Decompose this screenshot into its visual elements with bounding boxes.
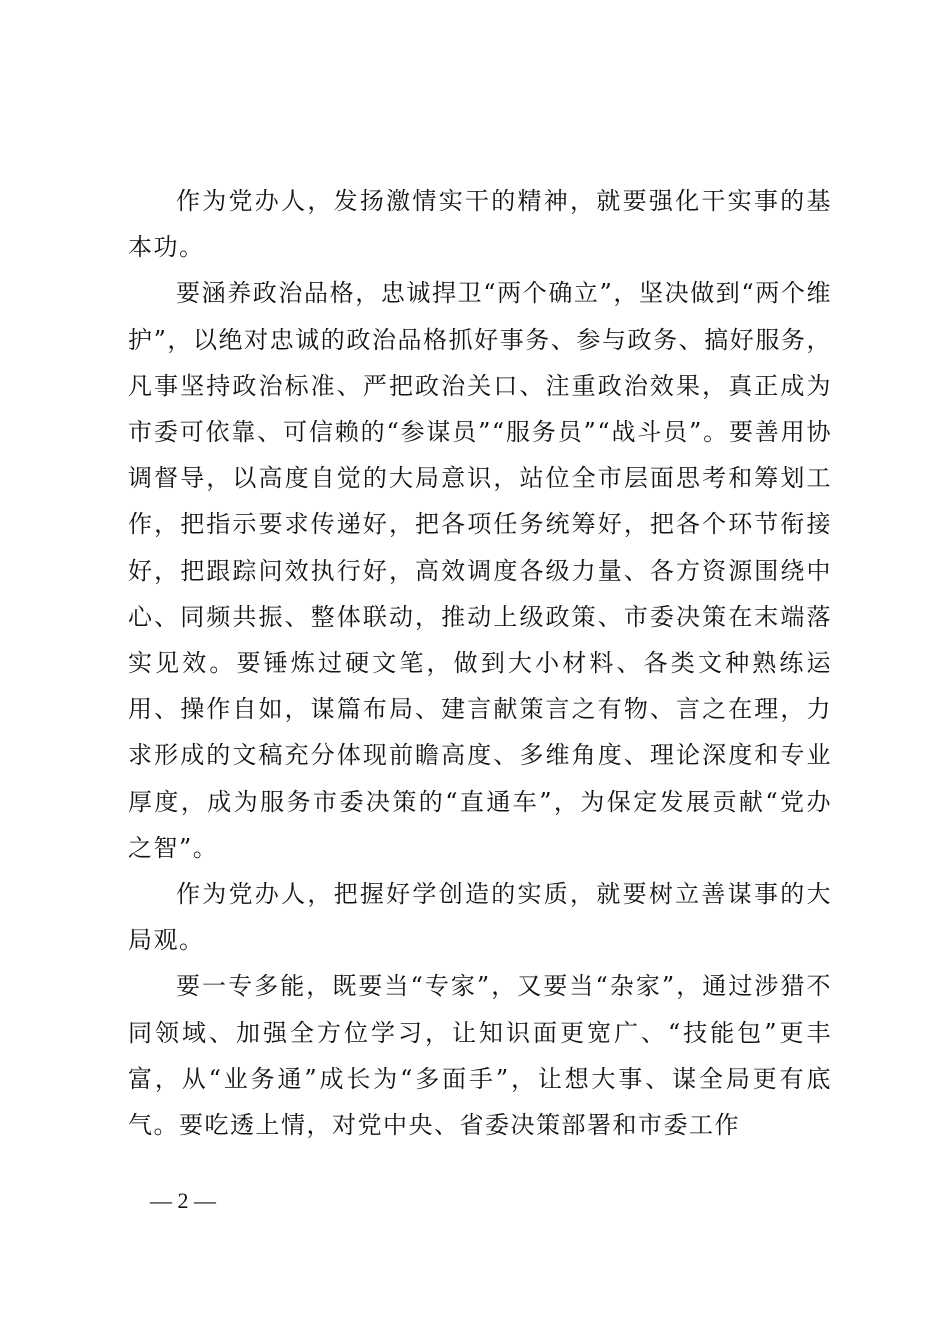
page-number: — 2 — [150, 1188, 216, 1213]
paragraph-4: 要一专多能，既要当“专家”，又要当“杂家”，通过涉猎不同领域、加强全方位学习，让知识面更宽广、“技能包”更丰富，从“业务通”成长为“多面手”，让想大事、谋全局更有底气。要吃透上情，对党中央、省委决策部署和市委工作 [128, 972, 832, 1140]
paragraph-3: 作为党办人，把握好学创造的实质，就要树立善谋事的大局观。 [128, 880, 832, 955]
paragraph-2: 要涵养政治品格，忠诚捍卫“两个确立”，坚决做到“两个维护”，以绝对忠诚的政治品格抓好事务、参与政务、搞好服务，凡事坚持政治标准、严把政治关口、注重政治效果，真正成为市委可依靠、可信赖的“参谋员”“服务员”“战斗员”。要善用协调督导，以高度自觉的大局意识，站位全市层面思考和筹划工作，把指示要求传递好，把各项任务统筹好，把各个环节衔接好，把跟踪问效执行好，高效调度各级力量、各方资源围绕中心、同频共振、整体联动，推动上级政策、市委决策在末端落实见效。要锤炼过硬文笔，做到大小材料、各类文种熟练运用、操作自如，谋篇布局、建言献策言之有物、言之在理，力求形成的文稿充分体现前瞻高度、多维角度、理论深度和专业厚度，成为服务市委决策的“直通车”，为保定发展贡献“党办之智”。 [128, 279, 832, 862]
paragraph-1: 作为党办人，发扬激情实干的精神，就要强化干实事的基本功。 [128, 187, 832, 262]
document-body [128, 178, 832, 1148]
